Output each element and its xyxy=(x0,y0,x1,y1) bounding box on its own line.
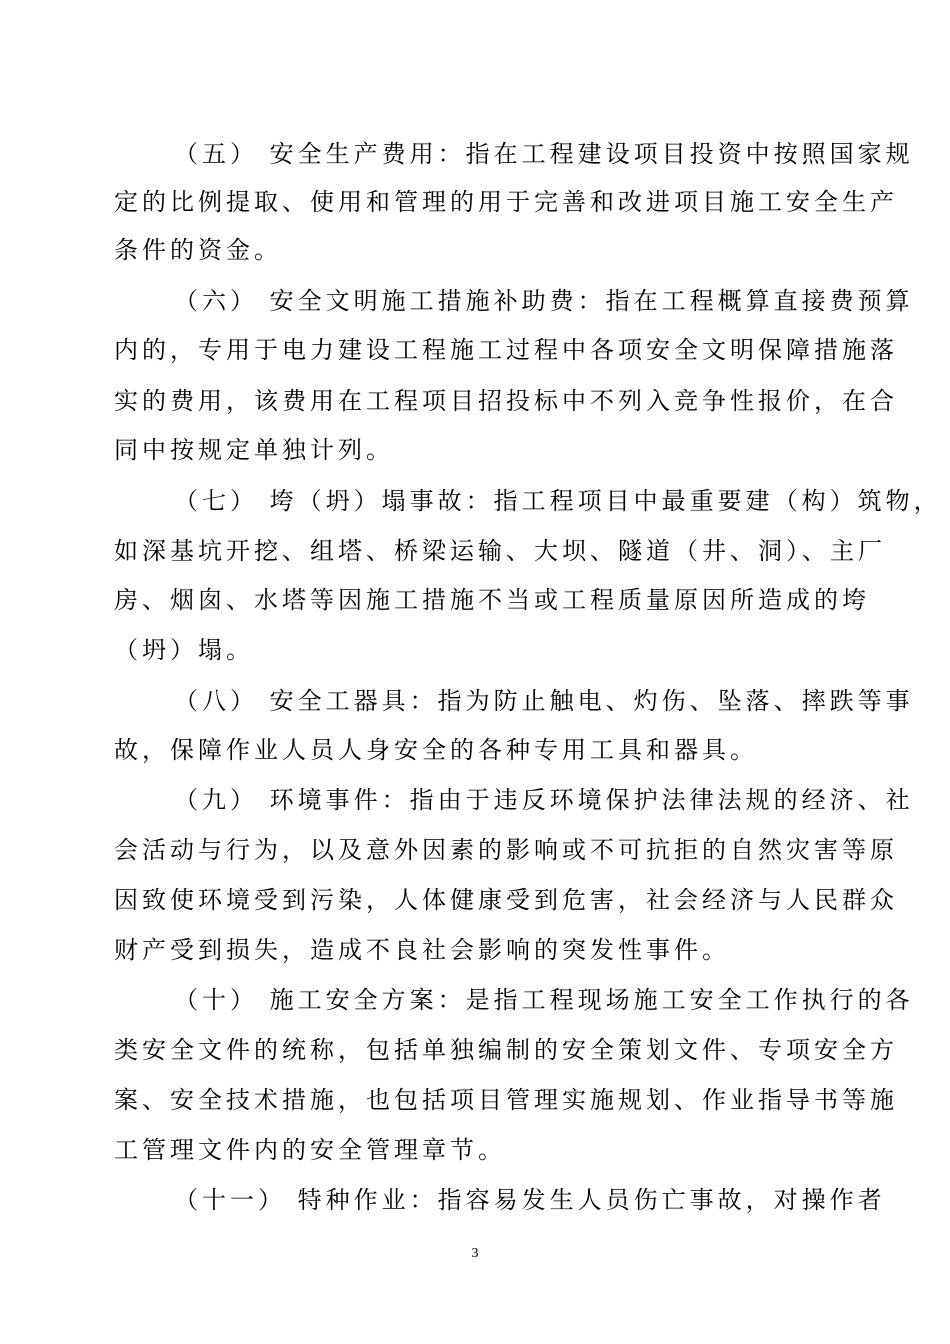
paragraph-11-line-1: （十一） 特种作业：指容易发生人员伤亡事故，对操作者 xyxy=(174,1186,886,1214)
paragraph-10-line-1: （十） 施工安全方案：是指工程现场施工安全工作执行的各 xyxy=(174,986,914,1014)
paragraph-8-line-2: 故，保障作业人员人身安全的各种专用工具和器具。 xyxy=(114,736,758,764)
paragraph-7-line-4: （坍）塌。 xyxy=(114,636,254,664)
paragraph-6-line-3: 实的费用，该费用在工程项目招投标中不列入竞争性报价，在合 xyxy=(114,387,898,415)
paragraph-9-line-4: 财产受到损失，造成不良社会影响的突发性事件。 xyxy=(114,936,730,964)
paragraph-7-line-1: （七） 垮（坍）塌事故：指工程项目中最重要建（构）筑物， xyxy=(174,487,942,515)
page-number: 3 xyxy=(471,1246,479,1261)
paragraph-10-line-4: 工管理文件内的安全管理章节。 xyxy=(114,1136,506,1164)
paragraph-10-line-2: 类安全文件的统称，包括单独编制的安全策划文件、专项安全方 xyxy=(114,1036,898,1064)
paragraph-7-line-3: 房、烟囱、水塔等因施工措施不当或工程质量原因所造成的垮 xyxy=(114,586,870,614)
paragraph-5-line-3: 条件的资金。 xyxy=(114,236,282,264)
paragraph-9-line-3: 因致使环境受到污染，人体健康受到危害，社会经济与人民群众 xyxy=(114,886,898,914)
paragraph-7-line-2: 如深基坑开挖、组塔、桥梁运输、大坝、隧道（井、洞）、主厂 xyxy=(114,537,886,565)
paragraph-5-line-2: 定的比例提取、使用和管理的用于完善和改进项目施工安全生产 xyxy=(114,188,898,216)
paragraph-10-line-3: 案、安全技术措施，也包括项目管理实施规划、作业指导书等施 xyxy=(114,1086,898,1114)
paragraph-6-line-4: 同中按规定单独计列。 xyxy=(114,436,394,464)
paragraph-5-line-1: （五） 安全生产费用：指在工程建设项目投资中按照国家规 xyxy=(174,140,914,168)
paragraph-6-line-1: （六） 安全文明施工措施补助费：指在工程概算直接费预算 xyxy=(174,287,914,315)
paragraph-8-line-1: （八） 安全工器具：指为防止触电、灼伤、坠落、摔跌等事 xyxy=(174,687,914,715)
paragraph-9-line-1: （九） 环境事件：指由于违反环境保护法律法规的经济、社 xyxy=(174,786,914,814)
paragraph-6-line-2: 内的，专用于电力建设工程施工过程中各项安全文明保障措施落 xyxy=(114,336,898,364)
paragraph-9-line-2: 会活动与行为，以及意外因素的影响或不可抗拒的自然灾害等原 xyxy=(114,836,898,864)
